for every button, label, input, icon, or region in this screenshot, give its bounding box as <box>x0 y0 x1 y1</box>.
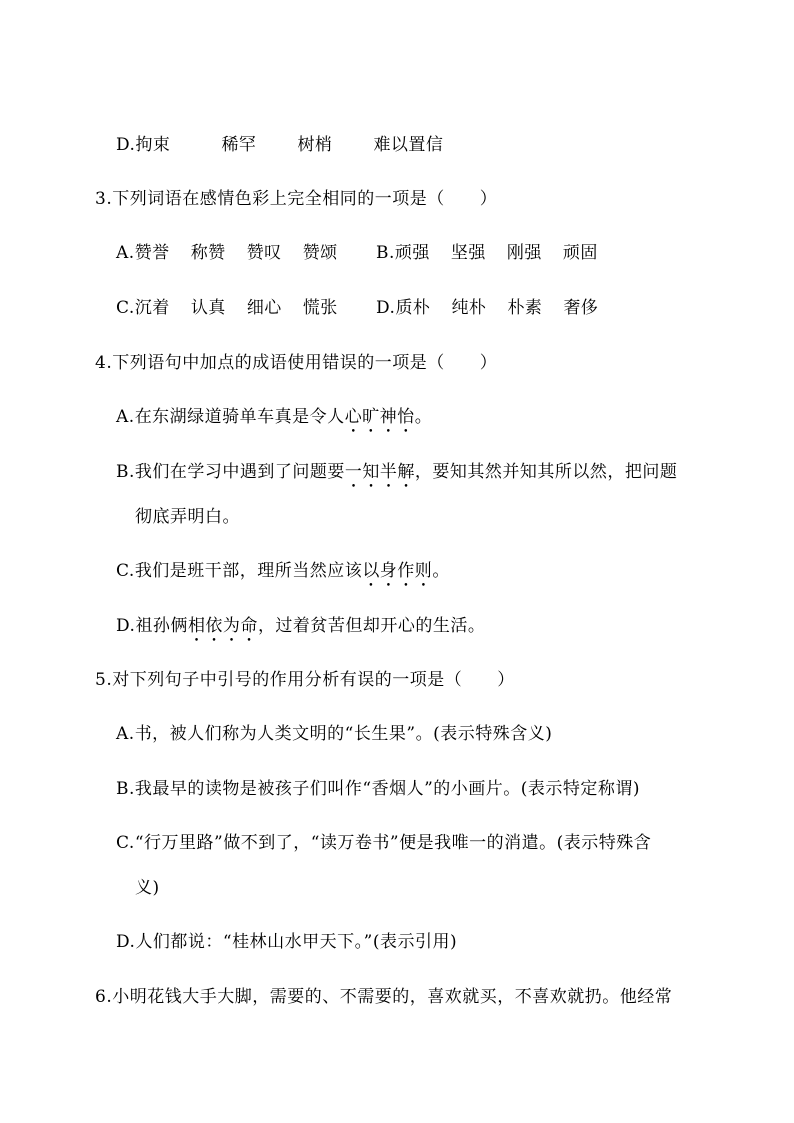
q5-option-a <box>116 722 552 746</box>
option-word: 赞誉 <box>134 243 170 263</box>
option-word: 沉着 <box>134 298 170 318</box>
option-letter: C. <box>116 833 135 853</box>
q4-option-b <box>116 460 677 492</box>
dotted-idiom: 心旷神怡 <box>344 407 415 427</box>
q3-stem <box>95 187 497 211</box>
option-word: 朴素 <box>507 298 543 318</box>
option-text: 我们在学习中遇到了问题要 <box>134 462 345 482</box>
dotted-idiom: 以身作则 <box>362 561 433 581</box>
option-text: 我们是班干部，理所当然应该 <box>134 561 363 581</box>
option-text: ，过着贫苦但却开心的生活。 <box>257 616 486 636</box>
option-word: 认真 <box>190 298 226 318</box>
option-letter: D. <box>116 932 136 952</box>
option-word: 赞颂 <box>302 243 338 263</box>
question-text: 下列语句中加点的成语使用错误的一项是（ ） <box>112 353 498 373</box>
question-number: 4. <box>95 353 113 373</box>
option-letter: B. <box>116 462 135 482</box>
question-number: 3. <box>95 189 113 209</box>
option-letter: A. <box>116 407 135 427</box>
option-text: 人们都说：“桂林山水甲天下。”(表示引用) <box>135 932 458 952</box>
option-word: 难以置信 <box>373 135 444 155</box>
option-letter: C. <box>116 561 135 581</box>
q4-option-d <box>116 614 485 646</box>
q3-option-a <box>116 241 376 265</box>
option-letter: A. <box>116 243 135 263</box>
dotted-idiom: 一知半解 <box>344 462 415 482</box>
question-number: 5. <box>95 670 113 690</box>
q3-options-cd <box>116 296 598 320</box>
q3-options-ab <box>116 241 598 265</box>
option-letter: C. <box>116 298 135 318</box>
option-word: 稀罕 <box>221 135 257 155</box>
question-number: 6. <box>95 987 113 1007</box>
option-text: 。 <box>414 407 433 427</box>
option-word: 细心 <box>246 298 282 318</box>
option-letter: D. <box>116 616 136 636</box>
q2-option-d <box>116 133 443 157</box>
option-text: ，要知其然并知其所以然，把问题 <box>414 462 678 482</box>
q3-option-d <box>376 296 598 320</box>
option-word: 奢侈 <box>563 298 599 318</box>
option-letter: D. <box>116 135 136 155</box>
option-word: 称赞 <box>190 243 226 263</box>
option-word: 慌张 <box>302 298 338 318</box>
option-word: 纯朴 <box>451 298 487 318</box>
q6-stem <box>95 985 672 1009</box>
option-text: 我最早的读物是被孩子们叫作“香烟人”的小画片。(表示特定称谓) <box>134 779 641 799</box>
q5-option-d <box>116 930 457 954</box>
option-word: 拘束 <box>135 135 171 155</box>
option-word: 刚强 <box>506 243 542 263</box>
option-word: 顽强 <box>394 243 430 263</box>
q5-option-b <box>116 777 640 801</box>
option-text: 。 <box>432 561 450 581</box>
option-word: 坚强 <box>450 243 486 263</box>
q5-option-c-continued: 义) <box>135 878 160 898</box>
option-letter: D. <box>376 298 396 318</box>
q4-option-a <box>116 405 432 437</box>
option-word: 顽固 <box>562 243 598 263</box>
option-text: 书，被人们称为人类文明的“长生果”。(表示特殊含义) <box>134 724 553 744</box>
option-word: 质朴 <box>395 298 431 318</box>
question-text: 小明花钱大手大脚，需要的、不需要的，喜欢就买，不喜欢就扔。他经常 <box>112 987 673 1007</box>
option-text: 在东湖绿道骑单车真是令人 <box>134 407 345 427</box>
q4-stem <box>95 351 497 375</box>
q3-option-b <box>376 241 598 265</box>
option-word: 赞叹 <box>246 243 282 263</box>
q4-option-b-continued: 彻底弄明白。 <box>135 507 240 527</box>
option-word: 树梢 <box>297 135 333 155</box>
option-letter: A. <box>116 724 135 744</box>
q3-option-c <box>116 296 376 320</box>
q4-option-c <box>116 559 450 591</box>
dotted-idiom: 相依为命 <box>187 616 258 636</box>
option-text: 祖孙俩 <box>135 616 188 636</box>
q5-stem <box>95 668 515 692</box>
option-letter: B. <box>376 243 395 263</box>
question-text: 对下列句子中引号的作用分析有误的一项是（ ） <box>112 670 515 690</box>
q5-option-c <box>116 831 651 855</box>
option-letter: B. <box>116 779 135 799</box>
question-text: 下列词语在感情色彩上完全相同的一项是（ ） <box>112 189 498 209</box>
option-text: “行万里路”做不到了，“读万卷书”便是我唯一的消遣。(表示特殊含 <box>134 833 652 853</box>
